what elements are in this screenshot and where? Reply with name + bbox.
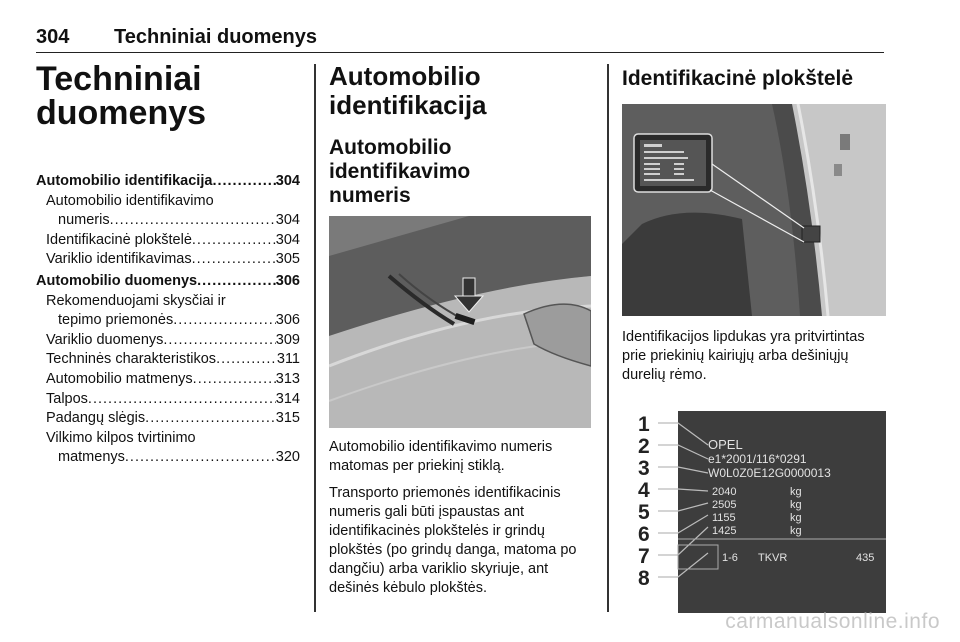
car-hood-illustration bbox=[329, 216, 591, 428]
toc-entry-page: 304 bbox=[275, 231, 300, 248]
plate-text: TKVR bbox=[758, 552, 788, 564]
toc-entry-page: 309 bbox=[275, 331, 300, 348]
toc-leader-dots bbox=[192, 231, 276, 251]
toc-entry-page: 320 bbox=[275, 449, 300, 466]
toc-leader-dots bbox=[192, 250, 276, 270]
toc-entry-page: 311 bbox=[276, 351, 300, 368]
toc-entry-label: Variklio identifikavimas bbox=[46, 251, 192, 268]
subheading-line: Automobilio identifikavimo bbox=[329, 136, 471, 183]
toc-entry-label: Vilkimo kilpos tvirtinimo bbox=[46, 429, 196, 446]
id-plate-figure bbox=[622, 405, 886, 613]
column-divider bbox=[314, 64, 316, 612]
toc-entry-label: Variklio duomenys bbox=[46, 331, 164, 348]
plate-text: kg bbox=[790, 486, 802, 498]
callout-number: 5 bbox=[638, 501, 650, 524]
toc-entry[interactable] bbox=[36, 172, 300, 192]
plate-column bbox=[622, 62, 886, 613]
windshield-vin-photo bbox=[329, 216, 591, 428]
toc-entry-label: Techninės charakteristikos bbox=[46, 351, 217, 368]
toc-entry-page: 313 bbox=[275, 370, 300, 387]
toc-entry[interactable] bbox=[36, 231, 300, 251]
toc-leader-dots bbox=[173, 311, 276, 331]
watermark: carmanualsonline.info bbox=[725, 610, 940, 633]
toc-entry-label: Automobilio duomenys bbox=[36, 272, 198, 289]
toc-entry-page: 304 bbox=[275, 212, 300, 229]
toc-leader-dots bbox=[125, 448, 276, 468]
toc-entry[interactable] bbox=[36, 370, 300, 390]
callout-number: 8 bbox=[638, 567, 650, 590]
toc-entry[interactable] bbox=[36, 292, 300, 312]
toc-leader-dots bbox=[145, 409, 276, 429]
toc-leader-dots bbox=[163, 331, 275, 351]
toc-entry[interactable] bbox=[36, 448, 300, 468]
door-frame-illustration bbox=[622, 104, 886, 316]
callout-number: 4 bbox=[638, 479, 650, 502]
toc-entry[interactable] bbox=[36, 311, 300, 331]
column-divider bbox=[607, 64, 609, 612]
toc-entry-page: 315 bbox=[275, 410, 300, 427]
toc-entry[interactable] bbox=[36, 211, 300, 231]
plate-text: kg bbox=[790, 525, 802, 537]
toc-entry-page: 305 bbox=[275, 251, 300, 268]
heading-line: Automobilio bbox=[329, 61, 481, 91]
id-plate-diagram bbox=[622, 405, 886, 613]
toc-entry[interactable] bbox=[36, 350, 300, 370]
plate-text: kg bbox=[790, 499, 802, 511]
page-header bbox=[36, 22, 884, 53]
vin-body-text: Transporto priemonės identifikacinis numeris gali būti įspaustas ant identifikacinės plokštelės ir grindų plokštės (po grindų danga, matoma po dangčiu) arba variklio skyriuje, ant dešinės kėbulo plokštės. bbox=[329, 485, 577, 596]
plate-text: e1*2001/116*0291 bbox=[708, 452, 807, 466]
toc-leader-dots bbox=[88, 390, 276, 410]
section-heading: Identifikacinė plokštelė bbox=[622, 67, 854, 90]
chapter-title-line: duomenys bbox=[36, 94, 207, 132]
toc-entry-label: Padangų slėgis bbox=[46, 410, 146, 427]
plate-text: W0L0Z0E12G0000013 bbox=[708, 466, 831, 480]
heading-line: identifikacija bbox=[329, 90, 487, 120]
toc-entry[interactable] bbox=[36, 250, 300, 270]
chapter-title-line: Techniniai bbox=[36, 60, 202, 98]
toc-leader-dots bbox=[193, 370, 276, 390]
callout-number: 2 bbox=[638, 435, 650, 458]
toc-entry-label: tepimo priemonės bbox=[58, 312, 174, 329]
plate-text: 435 bbox=[856, 552, 875, 564]
toc-entry-label: Rekomenduojami skysčiai ir bbox=[46, 292, 226, 309]
toc-leader-dots bbox=[216, 350, 277, 370]
toc-entry[interactable] bbox=[36, 390, 300, 410]
toc-entry-label: Talpos bbox=[46, 390, 88, 407]
callout-number: 3 bbox=[638, 457, 650, 480]
plate-text: 1-6 bbox=[722, 552, 738, 564]
toc-entry-label: Automobilio identifikacija bbox=[36, 173, 213, 189]
toc-entry[interactable] bbox=[36, 192, 300, 212]
toc-entry[interactable] bbox=[36, 331, 300, 351]
plate-text: 2040 bbox=[712, 486, 737, 498]
plate-text: 1425 bbox=[712, 525, 737, 537]
toc-entry-label: matmenys bbox=[58, 449, 125, 466]
toc-entry[interactable] bbox=[36, 429, 300, 449]
toc-entry-page: 304 bbox=[275, 173, 300, 189]
plate-text: kg bbox=[790, 512, 802, 524]
toc-entry-label: numeris bbox=[58, 212, 110, 229]
vin-column bbox=[329, 62, 591, 598]
toc-entry-page: 306 bbox=[275, 312, 300, 329]
toc-leader-dots bbox=[110, 211, 276, 231]
callout-number: 7 bbox=[638, 545, 650, 568]
toc-entry-label: Automobilio identifikavimo bbox=[46, 192, 214, 209]
toc-leader-dots bbox=[212, 172, 275, 192]
vin-caption: Automobilio identifikavimo numeris matomas per priekinį stiklą. bbox=[329, 439, 553, 474]
callout-number: 1 bbox=[638, 413, 650, 436]
toc-entry[interactable] bbox=[36, 409, 300, 429]
running-title: Techniniai duomenys bbox=[114, 26, 317, 48]
toc-entry-label: Identifikacinė plokštelė bbox=[46, 231, 192, 248]
toc-column bbox=[36, 62, 300, 468]
page-number: 304 bbox=[36, 26, 70, 48]
toc-entry-page: 314 bbox=[275, 390, 300, 407]
toc-entry[interactable] bbox=[36, 272, 300, 292]
toc-leader-dots bbox=[197, 272, 276, 292]
subheading-line: numeris bbox=[329, 184, 411, 207]
plate-text: 1155 bbox=[712, 512, 736, 524]
door-pillar-photo bbox=[622, 104, 886, 316]
callout-number: 6 bbox=[638, 523, 650, 546]
toc-entry-page: 306 bbox=[275, 272, 300, 289]
toc-entry-label: Automobilio matmenys bbox=[46, 370, 193, 387]
plate-caption: Identifikacijos lipdukas yra pritvirtintas prie priekinių kairiųjų arba dešiniųjų durelių rėmo. bbox=[622, 329, 865, 383]
plate-text: OPEL bbox=[708, 437, 743, 452]
section-heading bbox=[329, 62, 591, 120]
plate-text: 2505 bbox=[712, 499, 737, 511]
table-of-contents bbox=[36, 172, 300, 468]
chapter-title bbox=[36, 62, 300, 130]
subsection-heading bbox=[329, 136, 591, 208]
